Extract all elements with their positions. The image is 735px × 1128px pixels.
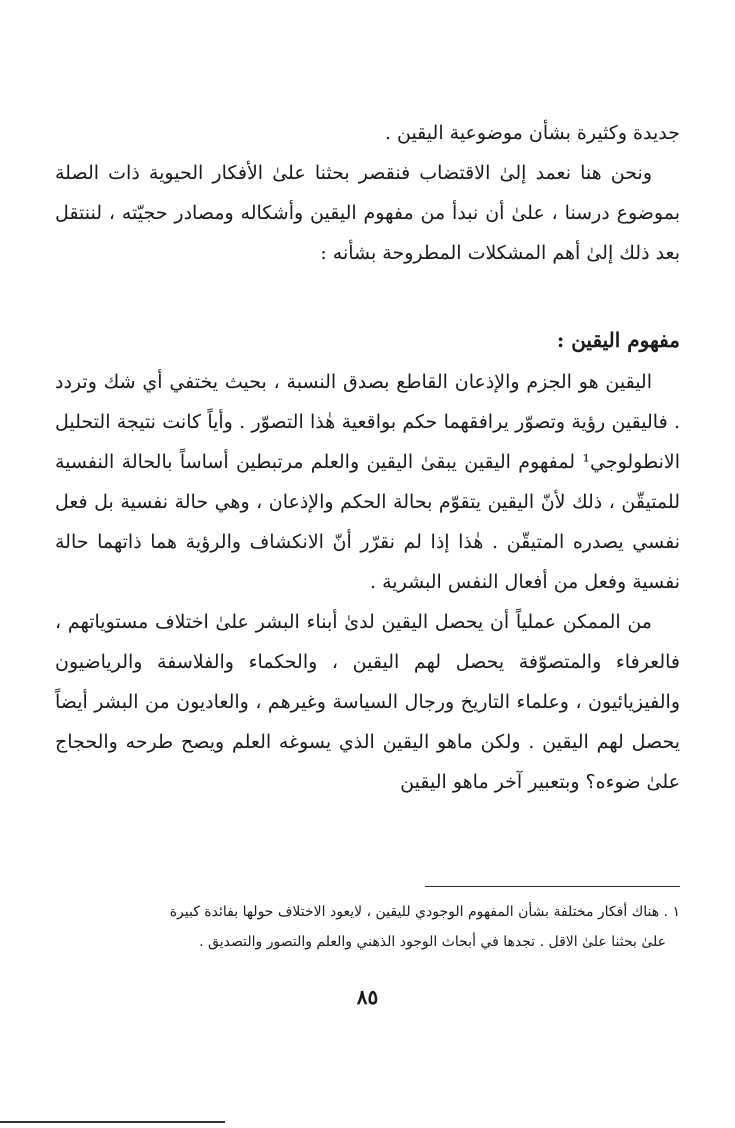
- footnote-line-2: علىٰ بحثنا علىٰ الاقل . تجدها في أبحاث الوجود الذهني والعلم والتصور والتصديق .: [199, 934, 666, 950]
- intro-paragraph: ونحن هنا نعمد إلىٰ الاقتضاب فنقصر بحثنا علىٰ الأفكار الحيوية ذات الصلة بموضوع درسنا ، علىٰ أن نبدأ من مفهوم اليقين وأشكاله ومصادر حجيّته ، لننتقل بعد ذلك إلىٰ أهم المشكلات المطروحة بشأنه :: [55, 162, 680, 264]
- scan-edge-line: [0, 1121, 225, 1123]
- definition-paragraph: اليقين هو الجزم والإذعان القاطع بصدق النسبة ، بحيث يختفي أي شك وتردد . فاليقين رؤية وتصوّر يرافقهما حكم بواقعية هٰذا التصوّر . وأياً كانت نتيجة التحليل الانطولوجي¹ لمفهوم اليقين يبقىٰ اليقين والعلم مرتبطين أساساً بالحالة النفسية للمتيقّن ، ذلك لأنّ اليقين يتقوّم بحالة الحكم والإذعان ، وهي حالة نفسية بل فعل نفسي يصدره المتيقّن . هٰذا إذا لم نقرّر أنّ الانكشاف والرؤية هما ذاتهما حالة نفسية وفعل من أفعال النفس البشرية .: [55, 371, 680, 593]
- footnote-line-1: ١ . هناك أفكار مختلفة بشأن المفهوم الوجودي لليقين ، لايعود الاختلاف حولها بفائدة كبيرة: [169, 904, 680, 920]
- intro-block: [55, 113, 680, 273]
- section-body: [55, 362, 680, 802]
- page-number: ٨٥: [356, 985, 379, 1009]
- footnote: [55, 897, 680, 957]
- footnote-divider: [425, 886, 680, 887]
- practice-paragraph: من الممكن عملياً أن يحصل اليقين لدىٰ أبناء البشر علىٰ اختلاف مستوياتهم ، فالعرفاء والمتصوّفة يحصل لهم اليقين ، والحكماء والفلاسفة والرياضيون والفيزيائيون ، وعلماء التاريخ ورجال السياسة وغيرهم ، والعاديون من البشر أيضاً يحصل لهم اليقين . ولكن ماهو اليقين الذي يسوغه العلم ويصح طرحه والحجاج علىٰ ضوءه؟ وبتعبير آخر ماهو اليقين: [55, 611, 680, 793]
- intro-continuation: جديدة وكثيرة بشأن موضوعية اليقين .: [384, 122, 680, 144]
- section-heading: مفهوم اليقين :: [556, 328, 680, 352]
